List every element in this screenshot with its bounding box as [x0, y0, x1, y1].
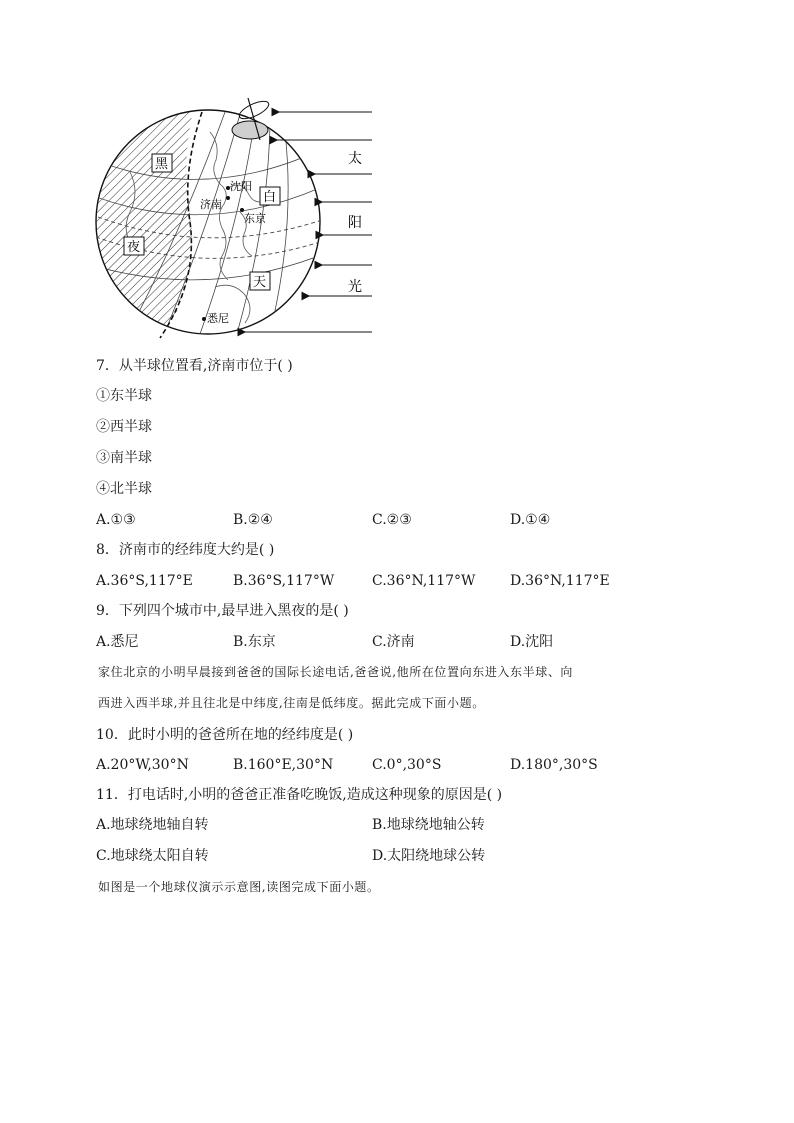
option-a[interactable]: A.悉尼: [96, 634, 139, 650]
option-a[interactable]: A.20°W,30°N: [96, 757, 189, 773]
polar-cap: [232, 121, 268, 139]
option-c[interactable]: C.0°,30°S: [372, 757, 442, 773]
label-tian: 天: [253, 275, 267, 290]
city-tokyo: 东京: [244, 212, 266, 225]
question-8-stem: 8．济南市的经纬度大约是( ): [96, 542, 275, 558]
q7-item-4: ④北半球: [96, 481, 152, 497]
city-dot-jinan: [226, 196, 230, 200]
context-line-1: 家住北京的小明早晨接到爸爸的国际长途电话,爸爸说,他所在位置向东进入东半球、向: [98, 665, 574, 679]
label-bai: 白: [263, 190, 277, 205]
option-b[interactable]: B.②④: [233, 512, 273, 528]
option-a[interactable]: A.①③: [96, 512, 136, 528]
option-d[interactable]: D.沈阳: [510, 634, 554, 650]
q7-item-3: ③南半球: [96, 450, 152, 466]
city-shenyang: 沈阳: [230, 180, 252, 193]
q7-item-1: ①东半球: [96, 388, 152, 404]
option-a[interactable]: A.36°S,117°E: [96, 573, 193, 589]
city-jinan: 济南: [200, 198, 222, 211]
option-d[interactable]: D.太阳绕地球公转: [372, 848, 486, 864]
context-line-3: 如图是一个地球仪演示示意图,读图完成下面小题。: [98, 880, 380, 894]
option-c[interactable]: C.②③: [372, 512, 412, 528]
label-tai: 太: [348, 151, 362, 167]
question-7-stem: 7．从半球位置看,济南市位于( ): [96, 358, 293, 374]
option-d[interactable]: D.36°N,117°E: [510, 573, 610, 589]
option-d[interactable]: D.180°,30°S: [510, 757, 598, 773]
q7-item-2: ②西半球: [96, 419, 152, 435]
option-c[interactable]: C.地球绕太阳自转: [96, 848, 209, 864]
city-sydney: 悉尼: [207, 312, 229, 325]
label-guang: 光: [348, 279, 362, 295]
option-d[interactable]: D.①④: [510, 512, 551, 528]
label-ye: 夜: [127, 240, 141, 255]
city-dot-sydney: [202, 317, 206, 321]
question-10-stem: 10．此时小明的爸爸所在地的经纬度是( ): [96, 727, 354, 743]
option-c[interactable]: C.36°N,117°W: [372, 573, 476, 589]
label-hei: 黑: [155, 157, 169, 172]
question-9-stem: 9．下列四个城市中,最早进入黑夜的是( ): [96, 603, 349, 619]
option-b[interactable]: B.160°E,30°N: [233, 757, 334, 773]
label-yang: 阳: [348, 215, 362, 231]
question-11-stem: 11．打电话时,小明的爸爸正准备吃晚饭,造成这种现象的原因是( ): [96, 787, 503, 803]
globe-diagram: [90, 92, 380, 342]
option-b[interactable]: B.东京: [233, 634, 276, 650]
option-b[interactable]: B.地球绕地轴公转: [372, 817, 485, 833]
option-b[interactable]: B.36°S,117°W: [233, 573, 335, 589]
option-c[interactable]: C.济南: [372, 634, 415, 650]
context-line-2: 西进入西半球,并且往北是中纬度,往南是低纬度。据此完成下面小题。: [98, 696, 485, 710]
option-a[interactable]: A.地球绕地轴自转: [96, 817, 209, 833]
